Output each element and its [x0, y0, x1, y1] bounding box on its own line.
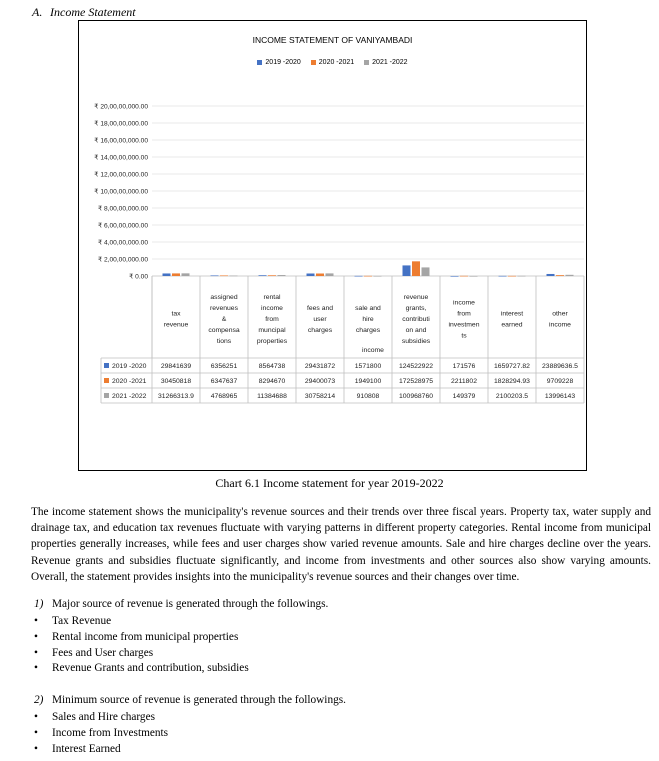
table-value: 8564738	[258, 363, 286, 370]
category-label: charges	[355, 327, 381, 334]
category-label: income	[549, 321, 571, 329]
bar-2020-2021-6	[460, 276, 468, 277]
category-label: other	[552, 310, 568, 318]
y-tick-label: ₹ 0.00	[129, 273, 148, 281]
table-value: 910808	[356, 393, 380, 400]
legend-label: 2019 -2020	[265, 59, 301, 66]
y-tick-label: ₹ 16,00,00,000.00	[94, 137, 148, 145]
y-tick-label: ₹ 14,00,00,000.00	[94, 154, 148, 162]
bar-2019-2020-4	[355, 276, 363, 277]
table-value: 172528975	[398, 378, 434, 385]
bar-2019-2020-3	[307, 273, 315, 276]
table-value: 124522922	[398, 363, 434, 370]
table-value: 1828294.93	[494, 378, 530, 385]
list-2-number: 2)	[34, 694, 44, 706]
list-item-text: Sales and Hire charges	[52, 711, 155, 723]
y-tick-label: ₹ 4,00,00,000.00	[97, 239, 148, 247]
bar-2021-2022-4	[374, 276, 382, 277]
income-chart	[78, 20, 587, 471]
category-label: on and	[405, 327, 427, 334]
table-value: 23889636.5	[542, 363, 578, 370]
y-tick-label: ₹ 2,00,00,000.00	[97, 256, 148, 264]
list-item	[34, 742, 168, 758]
category-label: ts	[461, 332, 467, 340]
bar-2019-2020-1	[211, 275, 219, 276]
list-2	[34, 710, 168, 757]
category-label: &	[221, 316, 227, 323]
table-legend-swatch	[104, 378, 109, 383]
bar-2021-2022-3	[326, 273, 334, 276]
table-value: 6347637	[210, 378, 238, 385]
table-value: 29841639	[160, 363, 192, 370]
list-1-number: 1)	[34, 598, 44, 610]
body-paragraph: The income statement shows the municipality's revenue sources and their trends over three fiscal years. Property tax, water supply and drainage tax, and education tax revenues fluctuate with varying patterns in different property categories. Rental income from municipal properties generally increases, while fees and user charges show varied revenue amounts. Sale and hire charges decline over the years. Revenue grants and subsidies fluctuate significantly, and income from investments and other sources also show varying amounts. Overall, the statement provides insights into the municipality's revenue sources and their changes over time.	[31, 506, 651, 583]
category-label: interest	[500, 310, 524, 318]
table-value: 4768965	[210, 393, 238, 400]
list-1	[34, 614, 249, 677]
category-label: revenue	[163, 321, 189, 329]
table-series-label: 2019 -2020	[112, 363, 147, 370]
legend-label: 2021 -2022	[372, 59, 408, 66]
table-value: 1571800	[354, 363, 382, 370]
table-series-label: 2021 -2022	[112, 393, 147, 400]
table-value: 29431872	[304, 363, 336, 370]
list-item-text: Revenue Grants and contribution, subsidies	[52, 662, 249, 675]
bar-2020-2021-7	[508, 276, 516, 277]
chart-caption: Chart 6.1 Income statement for year 2019-2022	[215, 476, 444, 490]
category-label: rental	[263, 294, 281, 301]
table-value: 149379	[452, 393, 476, 400]
bar-2020-2021-1	[220, 275, 228, 276]
category-label: compensa	[208, 327, 240, 334]
y-tick-label: ₹ 18,00,00,000.00	[94, 120, 148, 128]
bar-2020-2021-5	[412, 261, 420, 276]
y-tick-label: ₹ 10,00,00,000.00	[94, 188, 148, 196]
category-label: subsidies	[401, 338, 431, 345]
bar-2021-2022-0	[182, 273, 190, 276]
category-label: income	[453, 299, 475, 307]
category-label: from	[457, 310, 471, 318]
bar-2020-2021-4	[364, 276, 372, 277]
table-value: 29400073	[304, 378, 336, 385]
section-title: Income Statement	[50, 5, 136, 19]
bullet: •	[34, 742, 38, 755]
table-value: 2211802	[451, 378, 477, 385]
category-label: sale and	[355, 305, 381, 312]
section-heading	[32, 5, 136, 20]
list-1-intro	[34, 598, 328, 610]
category-label: charges	[307, 327, 333, 334]
table-legend-swatch	[104, 393, 109, 398]
table-value: 1659727.82	[494, 363, 530, 370]
chart-title: INCOME STATEMENT OF VANIYAMBADI	[252, 35, 413, 45]
bar-2019-2020-7	[499, 276, 507, 277]
category-label: revenues	[210, 305, 238, 312]
y-tick-label: ₹ 6,00,00,000.00	[97, 222, 148, 230]
section-number: A.	[32, 5, 43, 19]
bar-2019-2020-5	[403, 265, 411, 276]
table-legend-swatch	[104, 363, 109, 368]
category-label: investmen	[448, 321, 480, 329]
table-value: 30450818	[160, 378, 192, 385]
bar-2019-2020-2	[259, 275, 267, 276]
category-label: user	[313, 316, 327, 323]
category-label: contributi	[402, 316, 430, 323]
table-series-label: 2020 -2021	[112, 378, 147, 385]
table-value: 31266313.9	[158, 393, 194, 400]
category-label: income	[261, 305, 283, 312]
y-tick-label: ₹ 12,00,00,000.00	[94, 171, 148, 179]
category-label: tax	[171, 310, 181, 318]
list-item-text: Income from Investments	[52, 726, 169, 739]
category-label: fees and	[306, 305, 334, 312]
category-label: hire	[362, 316, 374, 323]
list-item	[34, 710, 168, 726]
bar-2019-2020-0	[163, 273, 171, 276]
table-value: 13996143	[544, 393, 576, 400]
category-label: revenue	[403, 294, 429, 301]
table-value: 100968760	[398, 393, 434, 400]
table-value: 30758214	[304, 393, 336, 400]
bar-2020-2021-0	[172, 273, 180, 276]
legend-label: 2020 -2021	[318, 59, 355, 66]
table-value: 8294670	[258, 378, 286, 385]
list-item	[34, 646, 249, 662]
bullet: •	[34, 726, 38, 739]
category-label: tions	[216, 338, 232, 345]
bullet: •	[34, 630, 38, 643]
list-2-intro-text: Minimum source of revenue is generated through the followings.	[52, 694, 346, 706]
list-2-intro	[34, 694, 346, 706]
table-value: 1949100	[354, 378, 382, 385]
list-item	[34, 661, 249, 677]
category-label: assigned	[210, 294, 238, 301]
table-value: 9709228	[546, 378, 574, 385]
list-item-text: Rental income from municipal properties	[52, 630, 239, 643]
table-value: 11384688	[257, 393, 287, 400]
y-tick-label: ₹ 8,00,00,000.00	[97, 205, 148, 213]
bar-2020-2021-8	[556, 275, 564, 276]
x-axis-title: income	[362, 347, 384, 354]
table-value: 2100203.5	[495, 393, 529, 400]
bar-2021-2022-8	[566, 275, 574, 276]
bar-2021-2022-7	[518, 276, 526, 277]
category-label: from	[265, 316, 279, 323]
category-label: earned	[501, 321, 523, 329]
bar-2021-2022-1	[230, 276, 238, 277]
table-value: 171576	[452, 363, 476, 370]
list-item	[34, 726, 168, 742]
bullet: •	[34, 711, 38, 723]
y-tick-label: ₹ 20,00,00,000.00	[94, 103, 148, 111]
category-label: properties	[256, 338, 288, 345]
bar-2021-2022-6	[470, 276, 478, 277]
category-label: muncipal	[258, 327, 286, 334]
table-value: 6356251	[210, 363, 238, 370]
bullet: •	[34, 646, 38, 659]
list-item-text: Fees and User charges	[52, 646, 154, 659]
list-item-text: Interest Earned	[52, 742, 121, 755]
bullet: •	[34, 615, 38, 627]
bar-2020-2021-2	[268, 275, 276, 276]
bar-2019-2020-6	[451, 276, 459, 277]
bar-2021-2022-5	[422, 267, 430, 276]
chart-plot	[79, 21, 586, 470]
list-item	[34, 630, 249, 646]
list-1-intro-text: Major source of revenue is generated through the followings.	[52, 598, 329, 610]
bar-2021-2022-2	[278, 275, 286, 276]
list-item-text: Tax Revenue	[52, 615, 112, 627]
category-label: grants,	[405, 305, 427, 312]
bullet: •	[34, 662, 38, 675]
list-item	[34, 614, 249, 630]
bar-2019-2020-8	[547, 274, 555, 276]
bar-2020-2021-3	[316, 274, 324, 276]
